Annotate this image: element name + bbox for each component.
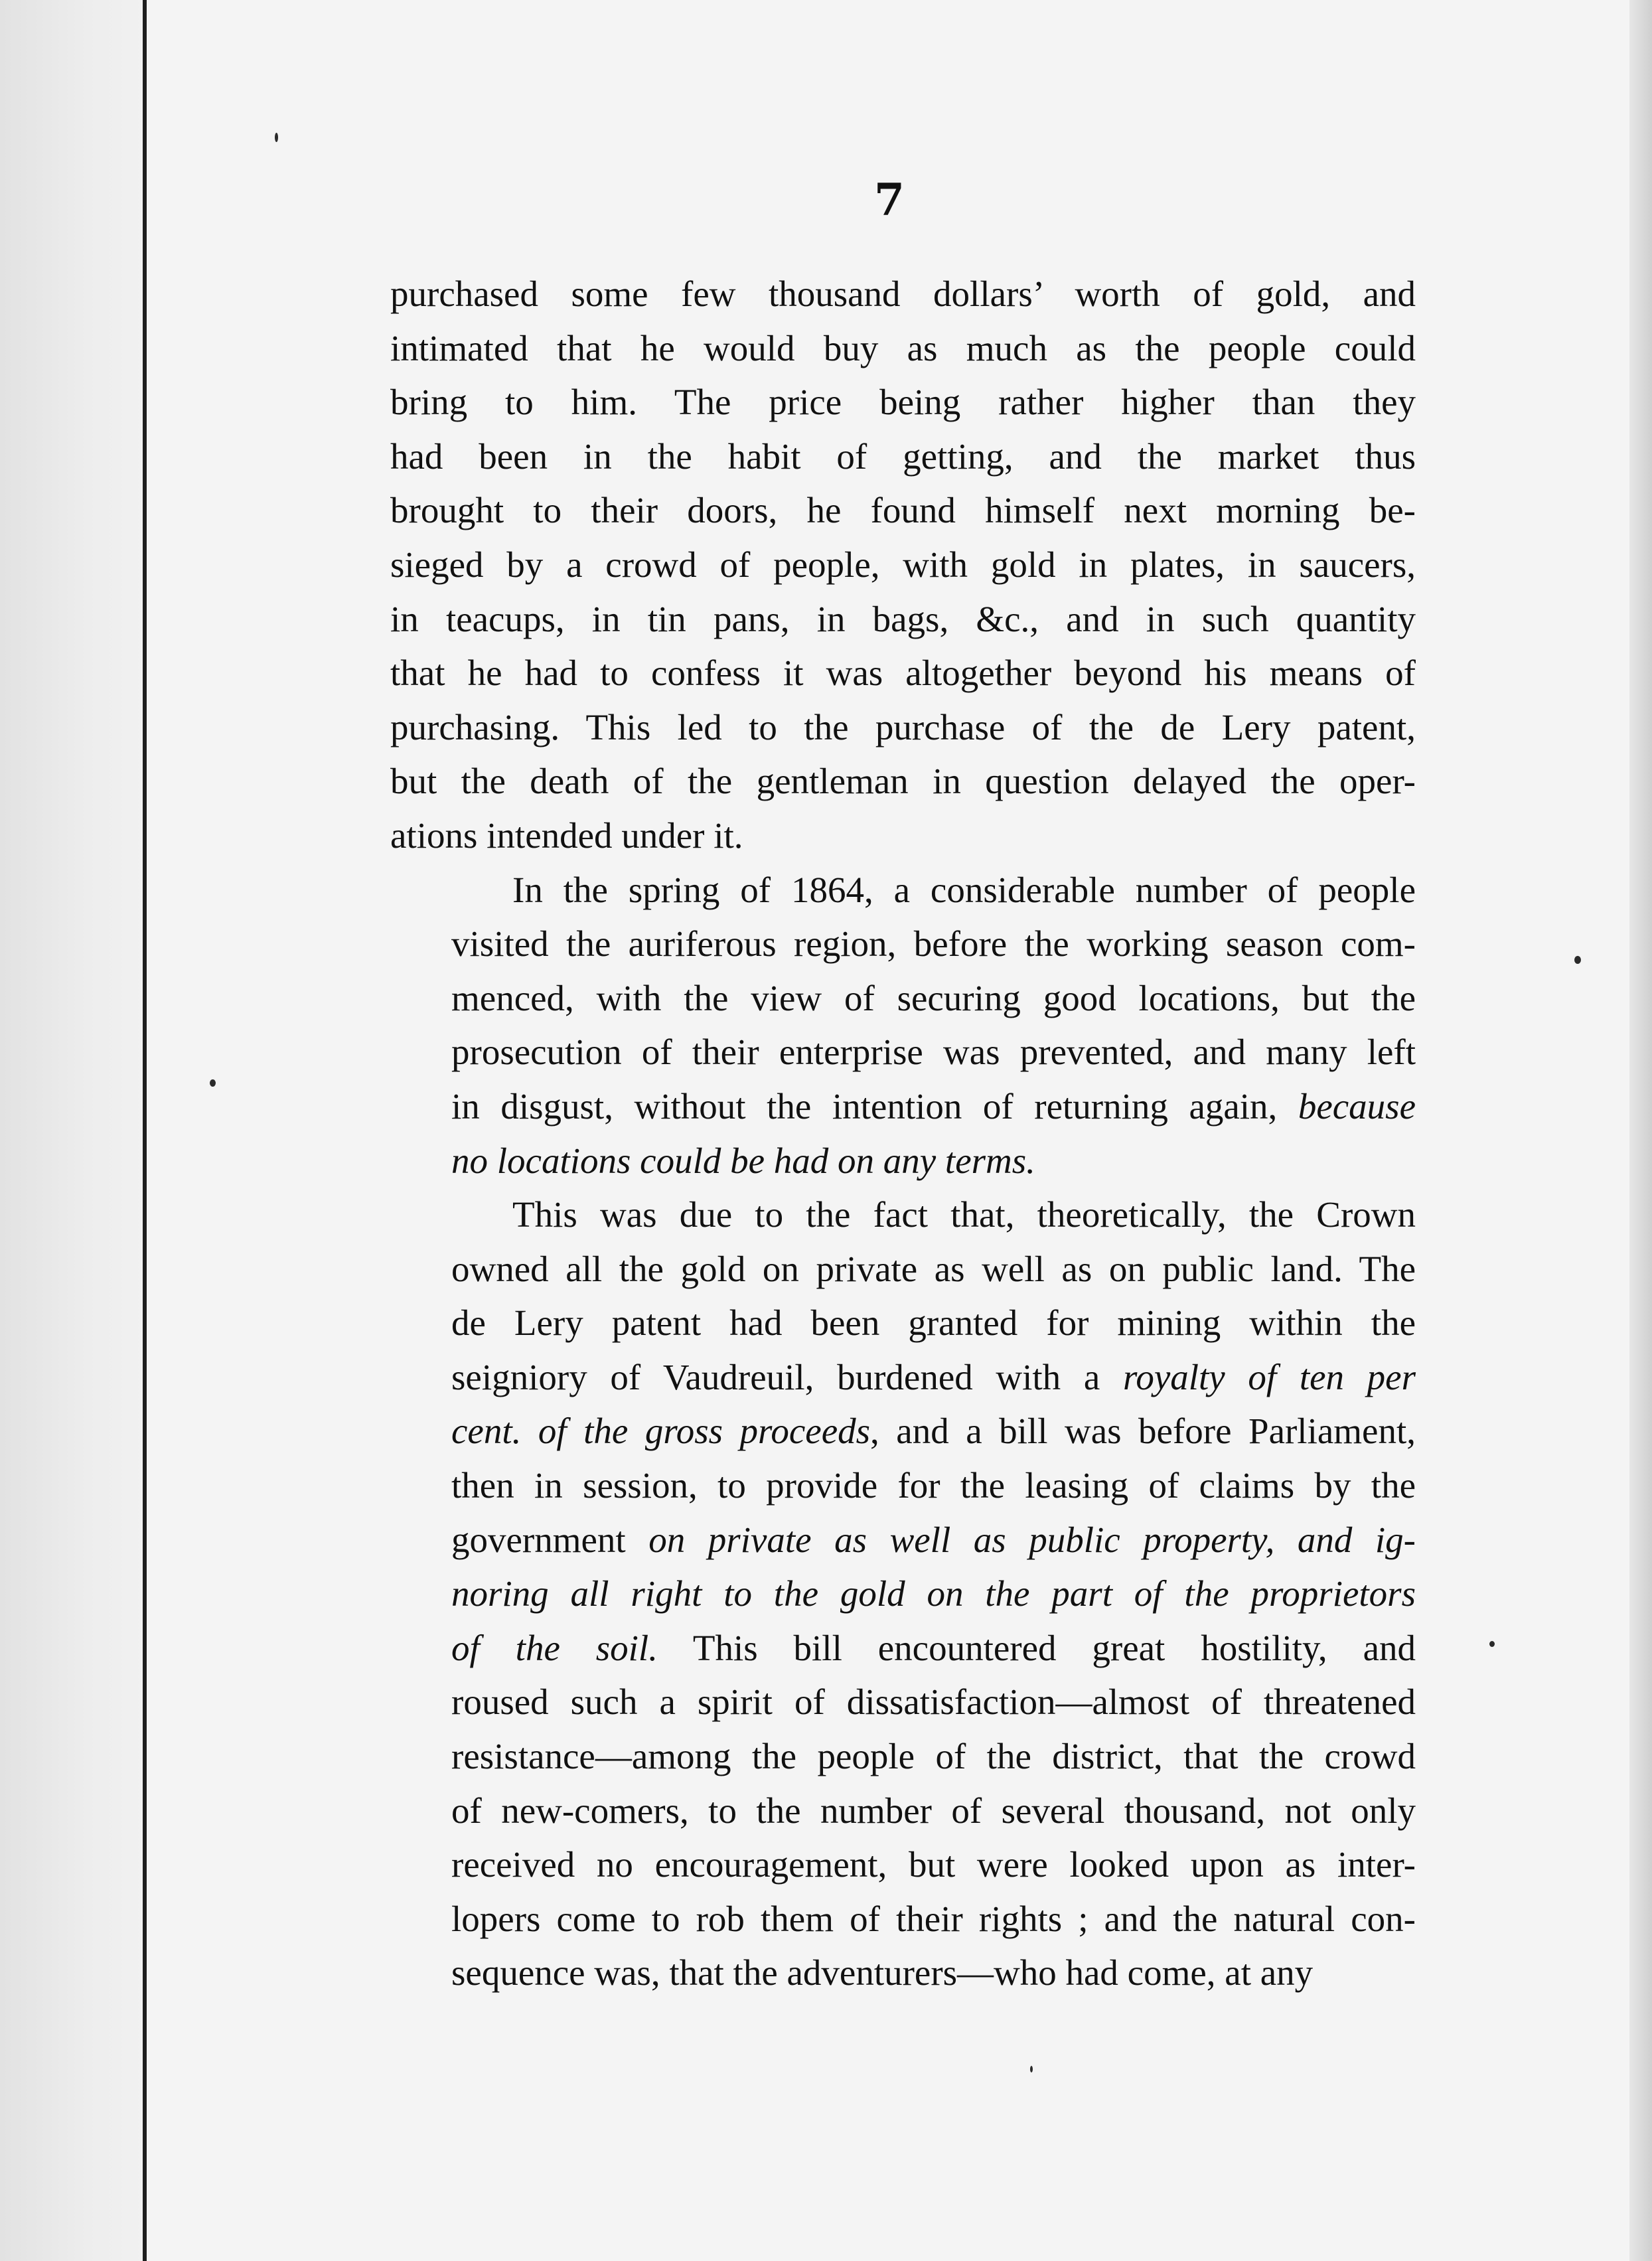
text-line xyxy=(390,754,1416,809)
text-line xyxy=(390,1729,1416,1784)
page-right-edge xyxy=(1629,0,1652,2261)
text-run: visited the auriferous region, before the working season com- xyxy=(451,923,1416,965)
text-run: brought to their doors, he found himself next morning be- xyxy=(390,490,1416,531)
text-run: menced, with the view of securing good locations, but the xyxy=(451,977,1416,1018)
text-line xyxy=(390,1892,1416,1946)
text-line xyxy=(390,1134,1416,1188)
text-run: purchased some few thousand dollars’ worth of gold, and xyxy=(390,273,1416,314)
italic-text: cent. of the gross proceeds xyxy=(451,1411,871,1452)
text-run: bring to him. The price being rather higher than they xyxy=(390,382,1416,423)
text-line xyxy=(390,1675,1416,1729)
text-run: sequence was, that the adventurers—who had come, at any xyxy=(451,1952,1314,1993)
text-line xyxy=(390,321,1416,376)
italic-text: on private as well as public property, and ig- xyxy=(648,1519,1416,1560)
text-run: seigniory of Vaudreuil, burdened with a xyxy=(451,1356,1123,1397)
text-line xyxy=(390,1784,1416,1838)
paragraph xyxy=(390,863,1416,1188)
facing-page-margin xyxy=(0,0,145,2261)
ink-speck xyxy=(1489,1641,1495,1647)
text-run: that he had to confess it was altogether beyond his means of xyxy=(390,653,1416,694)
text-line xyxy=(390,809,1416,863)
text-run: roused such a spirit of dissatisfaction—almost of threatened xyxy=(451,1681,1416,1723)
italic-text: of the soil. xyxy=(451,1627,658,1668)
text-line xyxy=(390,1621,1416,1676)
text-run: owned all the gold on private as well as on public land. The xyxy=(451,1248,1416,1289)
text-line xyxy=(390,1350,1416,1405)
text-line xyxy=(390,592,1416,647)
text-run: , and a bill was before Parliament, xyxy=(870,1411,1416,1452)
text-line xyxy=(390,267,1416,321)
text-run: in teacups, in tin pans, in bags, &c., and in such quantity xyxy=(390,598,1416,639)
paragraph xyxy=(390,267,1416,863)
text-line xyxy=(390,1567,1416,1621)
text-line xyxy=(390,1837,1416,1892)
text-line xyxy=(390,1946,1416,2000)
text-line xyxy=(390,917,1416,971)
text-line xyxy=(390,1079,1416,1134)
text-line xyxy=(390,646,1416,700)
text-run: in disgust, without the intention of returning again, xyxy=(451,1085,1298,1127)
text-line xyxy=(390,483,1416,538)
text-run: intimated that he would buy as much as the people could xyxy=(390,327,1416,368)
italic-text: no locations could be had on any terms. xyxy=(451,1140,1035,1181)
italic-text: royalty of ten per xyxy=(1122,1356,1416,1397)
text-line xyxy=(390,1458,1416,1513)
text-line xyxy=(390,375,1416,429)
text-run: then in session, to provide for the leasing of claims by the xyxy=(451,1465,1416,1506)
ink-speck xyxy=(275,133,278,142)
text-run: sieged by a crowd of people, with gold in plates, in saucers, xyxy=(390,544,1416,585)
text-line xyxy=(390,1025,1416,1079)
ink-speck xyxy=(1030,2066,1033,2072)
text-run: but the death of the gentleman in question delayed the oper- xyxy=(390,761,1416,802)
text-line xyxy=(390,971,1416,1026)
text-line xyxy=(390,700,1416,755)
text-run: This was due to the fact that, theoretically, the Crown xyxy=(512,1194,1416,1235)
text-line xyxy=(390,1296,1416,1350)
text-line xyxy=(390,863,1416,917)
paragraph xyxy=(390,1188,1416,2000)
text-run: ations intended under it. xyxy=(390,815,743,856)
text-line xyxy=(390,1188,1416,1242)
text-run: of new-comers, to the number of several thousand, not only xyxy=(451,1790,1416,1831)
text-line xyxy=(390,1242,1416,1296)
text-line xyxy=(390,1404,1416,1458)
text-run: This bill encountered great hostility, and xyxy=(657,1627,1416,1668)
italic-text: because xyxy=(1298,1085,1416,1127)
page-number: 7 xyxy=(874,174,905,226)
italic-text: noring all right to the gold on the part of the proprietors xyxy=(451,1573,1416,1614)
text-run: In the spring of 1864, a considerable number of people xyxy=(512,869,1416,910)
text-run: received no encouragement, but were looked upon as inter- xyxy=(451,1844,1416,1885)
text-run: prosecution of their enterprise was prevented, and many left xyxy=(451,1032,1416,1073)
ink-speck xyxy=(1574,956,1581,964)
text-run: government xyxy=(451,1519,649,1560)
text-run: purchasing. This led to the purchase of the de Lery patent, xyxy=(390,706,1416,747)
body-text xyxy=(390,267,1416,2000)
text-line xyxy=(390,429,1416,484)
binding-edge xyxy=(143,0,147,2261)
text-run: resistance—among the people of the district, that the crowd xyxy=(451,1736,1416,1777)
text-run: lopers come to rob them of their rights ; and the natural con- xyxy=(451,1898,1416,1939)
text-line xyxy=(390,538,1416,592)
text-run: had been in the habit of getting, and the market thus xyxy=(390,435,1416,477)
text-line xyxy=(390,1513,1416,1567)
text-run: de Lery patent had been granted for mining within the xyxy=(451,1302,1416,1344)
ink-speck xyxy=(210,1079,216,1087)
